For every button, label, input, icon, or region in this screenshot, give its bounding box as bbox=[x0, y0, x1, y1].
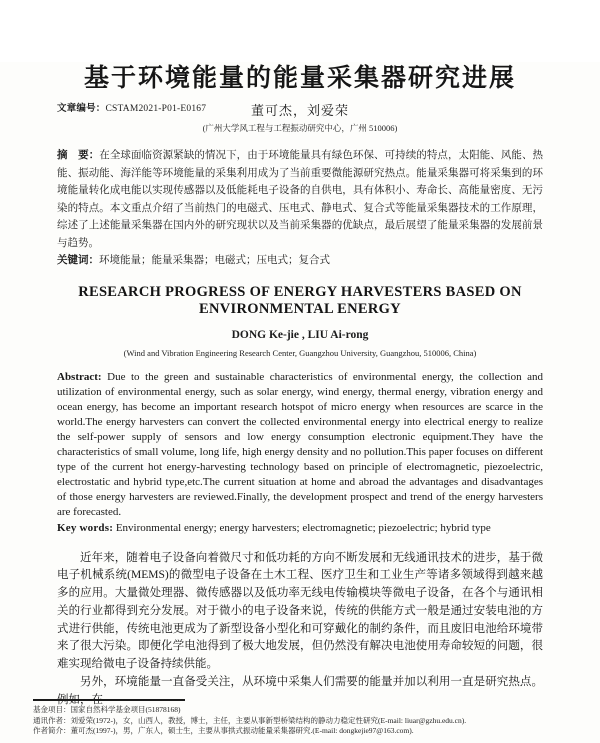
abstract-zh bbox=[57, 147, 543, 252]
footnote-author-bio: 作者简介：董可杰(1997-)，男，广东人，硕士生，主要从事拱式振动能量采集器研究.(E-mail: dongkejie97@163.com). bbox=[33, 726, 414, 735]
body-paragraph-1: 近年来，随着电子设备向着微尺寸和低功耗的方向不断发展和无线通讯技术的进步，基于微电子机械系统(MEMS)的微型电子设备在土木工程、医疗卫生和工业生产等诸多领域得到越来越多的应用。大量微处理器、微传感器以及低功率无线电传输模块等微电子设备，在各个与通讯相关的行业都得到充分发展。对于微小的电子设备来说，传统的供能方式一般是通过安装电池的方式进行供能，传统电池更成为了新型设备小型化和可穿戴化的制约条件，而且废旧电池给环境带来了很大污染。即便化学电池得到了极大地发展，但仍然没有解决电池使用寿命较短的问题，很难实现给微电子设备持续供能。 bbox=[57, 551, 543, 671]
keywords-en-label: Key words: bbox=[57, 521, 114, 534]
keywords-zh bbox=[57, 252, 543, 270]
article-number bbox=[57, 100, 206, 114]
paper-page bbox=[0, 62, 600, 743]
footnote-funding: 基金项目：国家自然科学基金项目(51878168) bbox=[33, 705, 181, 714]
affiliation-en: (Wind and Vibration Engineering Research Center, Guangzhou University, Guangzhou, 510006, China) bbox=[123, 347, 477, 358]
footnote-corresponding-author: 通讯作者：刘爱荣(1972-)，女，山西人，教授，博士，主任，主要从事新型桥梁结构的静动力稳定性研究(E-mail: liuar@gzhu.edu.cn). bbox=[33, 715, 467, 725]
abstract-zh-text: 在全球面临资源紧缺的情况下，由于环境能量具有绿色环保、可持续的特点，太阳能、风能、热能、振动能、海洋能等环境能量的采集利用成为了当前重要微能源研究热点。能量采集器可将采集到的环境能量转化成电能以实现传感器以及低能耗电子设备的自供电，具有体积小、寿命长、高能量密度、无污染的特点。本文重点介绍了当前热门的电磁式、压电式、静电式、复合式等能量采集器技术的工作原理，综述了上述能量采集器在国内外的研究现状以及当前采集器的优缺点，最后展望了能量采集器的发展前景与趋势。 bbox=[57, 150, 544, 249]
article-number-value: CSTAM2021-P01-E0167 bbox=[105, 104, 207, 114]
body-paragraph-2: 另外，环境能量一直备受关注，从环境中采集人们需要的能量并加以利用一直是研究热点。 bbox=[80, 676, 543, 689]
footnote-divider bbox=[33, 699, 185, 701]
abstract-en-text: Due to the green and sustainable characteristics of environmental energy, the collection and utilization of environmental energy, such as solar energy, wind energy, thermal energy, vibration energy and ocean energy, has become an important research hotspot of micro energy when resources are scarce in the world.The energy harvesters can convert the collected environmental energy into electrical energy to realize the self-power supply of sensors and low energy consumption electronic equipment.They have the characteristics of small volume, long life, high energy density and no pollution.This paper focuses on different type of the current hot energy-harvesting technology based on principle of electromagnetic, piezoelectric, electrostatic and hybrid type,etc.The current situation at home and abroad the advantages and disadvantages of those energy harvesters are reviewed.Finally, the development prospect and trend of the energy harvesters are forecasted. bbox=[57, 370, 543, 518]
keywords-zh-text: 环境能量；能量采集器；电磁式；压电式；复合式 bbox=[99, 255, 330, 266]
keywords-en-text: Environmental energy; energy harvesters; electromagnetic; piezoelectric; hybrid type bbox=[113, 521, 491, 534]
keywords-zh-label: 关键词： bbox=[57, 254, 99, 266]
affiliation-zh: (广州大学风工程与工程振动研究中心，广州 510006) bbox=[202, 123, 398, 133]
paper-title-zh: 基于环境能量的能量采集器研究进展 bbox=[83, 64, 516, 92]
article-number-label: 文章编号： bbox=[57, 103, 106, 114]
abstract-en bbox=[57, 370, 543, 520]
abstract-zh-label: 摘 要： bbox=[57, 149, 100, 161]
authors-zh: 董可杰，刘爱荣 bbox=[250, 103, 349, 118]
keywords-en bbox=[57, 520, 543, 537]
authors-en: DONG Ke-jie , LIU Ai-rong bbox=[231, 328, 369, 341]
abstract-en-label: Abstract: bbox=[57, 370, 102, 383]
paper-title-en: RESEARCH PROGRESS OF ENERGY HARVESTERS BASED ON ENVIRONMENTAL ENERGY bbox=[78, 283, 522, 317]
footnote-block bbox=[33, 699, 570, 737]
